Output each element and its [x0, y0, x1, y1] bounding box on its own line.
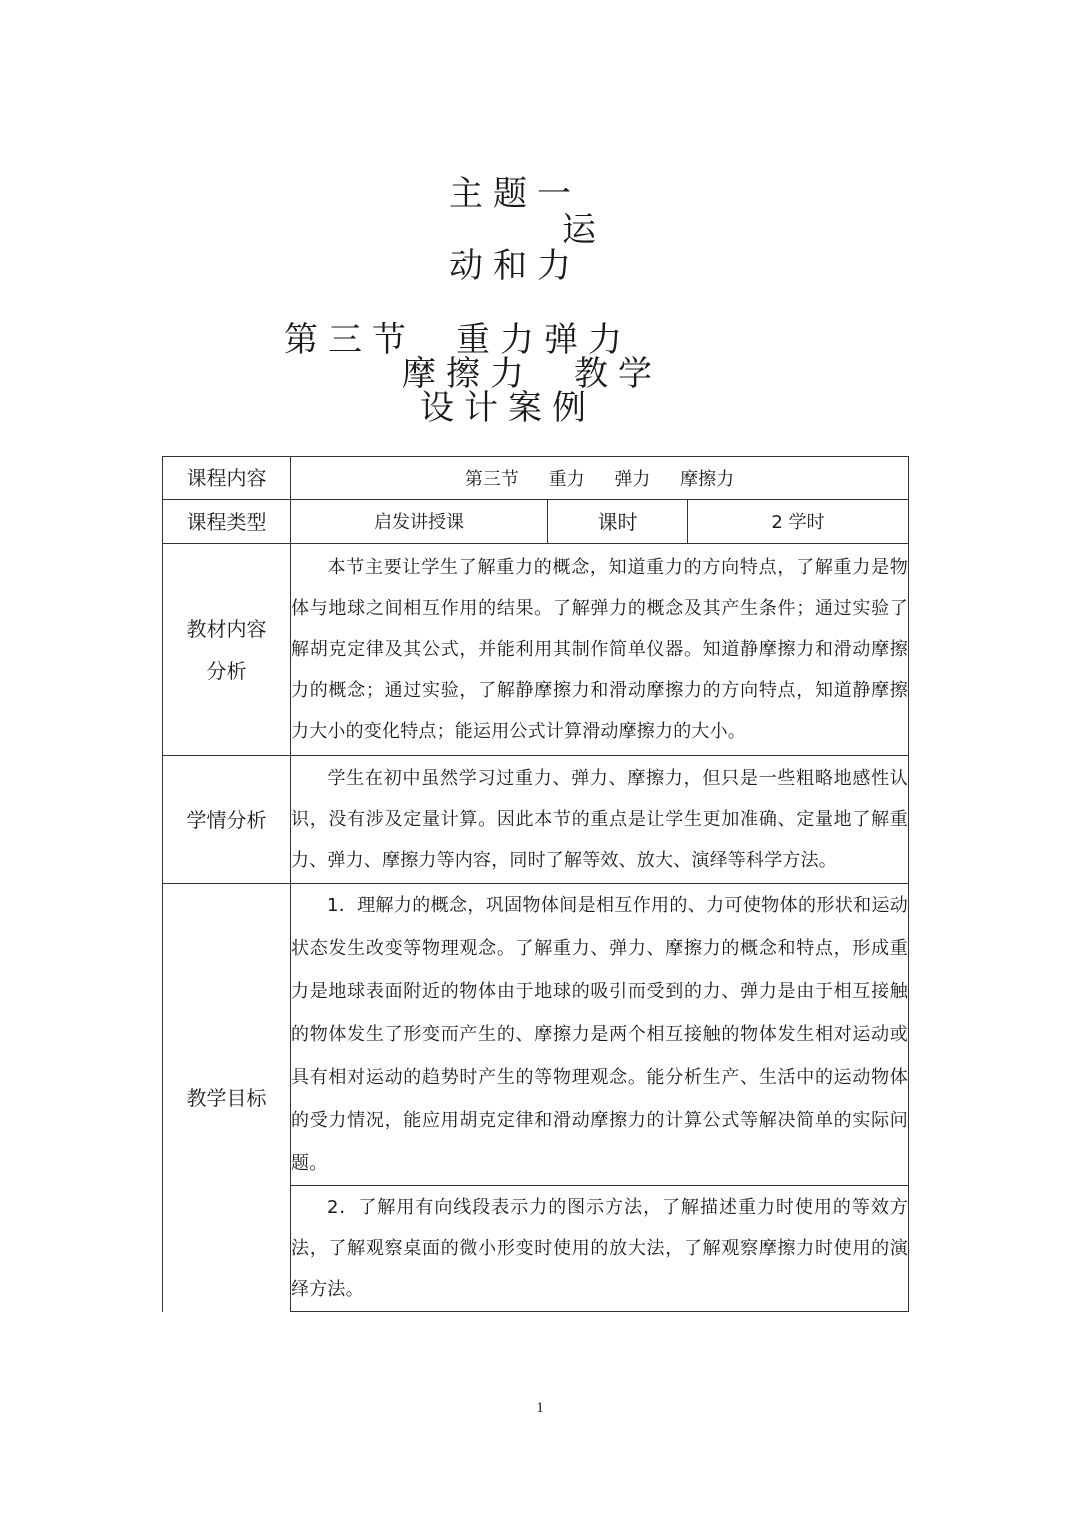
course-section: 第三节 [464, 469, 519, 490]
title-teaching: 教学 [574, 354, 662, 394]
table-row-course-type [163, 500, 909, 544]
material-analysis-text [291, 544, 909, 756]
table-row-course-content [163, 457, 909, 500]
title-topic: 主题一 [449, 174, 581, 214]
title-design-case: 设计案例 [420, 388, 596, 428]
learner-analysis-text [291, 756, 909, 884]
teaching-goal-2 [291, 1186, 909, 1312]
title-topic-end: 动和力 [449, 246, 581, 286]
table-row-learner-analysis [163, 756, 909, 884]
label-learner-analysis: 学情分析 [163, 756, 291, 884]
label-material-analysis [163, 544, 291, 756]
teaching-goal-2-text: 2．了解用有向线段表示力的图示方法，了解描述重力时使用的等效方法，了解观察桌面的微小形变时使用的放大法，了解观察摩擦力时使用的演绎方法。 [291, 1197, 909, 1300]
label-course-content: 课程内容 [163, 457, 291, 500]
course-gravity: 重力 [548, 469, 585, 490]
label-teaching-goals: 教学目标 [163, 884, 291, 1312]
label-material-analysis-line1: 教材内容 [186, 616, 267, 641]
label-material-analysis-line2: 分析 [206, 658, 247, 683]
course-elastic: 弹力 [614, 469, 651, 490]
learner-analysis-paragraph: 学生在初中虽然学习过重力、弹力、摩擦力，但只是一些粗略地感性认识，没有涉及定量计算。因此本节的重点是让学生更加准确、定量地了解重力、弹力、摩擦力等内容，同时了解等效、放大、演绎等科学方法。 [291, 768, 909, 871]
title-section: 第三节 [284, 320, 416, 360]
teaching-goal-1 [291, 884, 909, 1186]
table-row-teaching-goal-1 [163, 884, 909, 1186]
title-line-3 [449, 238, 581, 287]
course-type-value: 启发讲授课 [291, 500, 548, 544]
label-class-hours: 课时 [548, 500, 688, 544]
title-topic-cont: 运 [562, 210, 606, 250]
title-line-6 [420, 380, 596, 429]
course-content-value [291, 457, 909, 500]
teaching-goal-1-text: 1．理解力的概念，巩固物体间是相互作用的、力可使物体的形状和运动状态发生改变等物理观念。了解重力、弹力、摩擦力的概念和特点，形成重力是地球表面附近的物体由于地球的吸引而受到的力、弹力是由于相互接触的物体发生了形变而产生的、摩擦力是两个相互接触的物体发生相对运动或具有相对运动的趋势时产生的等物理观念。能分析生产、生活中的运动物体的受力情况，能应用胡克定律和滑动摩擦力的计算公式等解决简单的实际问题。 [291, 895, 909, 1174]
page-number: 1 [536, 1400, 544, 1416]
table-row-material-analysis [163, 544, 909, 756]
class-hours-value: 2 学时 [688, 500, 909, 544]
material-analysis-paragraph: 本节主要让学生了解重力的概念，知道重力的方向特点，了解重力是物体与地球之间相互作用的结果。了解弹力的概念及其产生条件；通过实验了解胡克定律及其公式，并能利用其制作简单仪器。知道静摩擦力和滑动摩擦力的概念；通过实验，了解静摩擦力和滑动摩擦力的方向特点，知道静摩擦力大小的变化特点；能运用公式计算滑动摩擦力的大小。 [291, 557, 909, 742]
title-forces-b: 摩擦力 [402, 354, 534, 394]
label-course-type: 课程类型 [163, 500, 291, 544]
course-design-table [162, 456, 909, 1312]
title-forces-a: 重力弹力 [456, 320, 632, 360]
course-friction: 摩擦力 [680, 469, 735, 490]
